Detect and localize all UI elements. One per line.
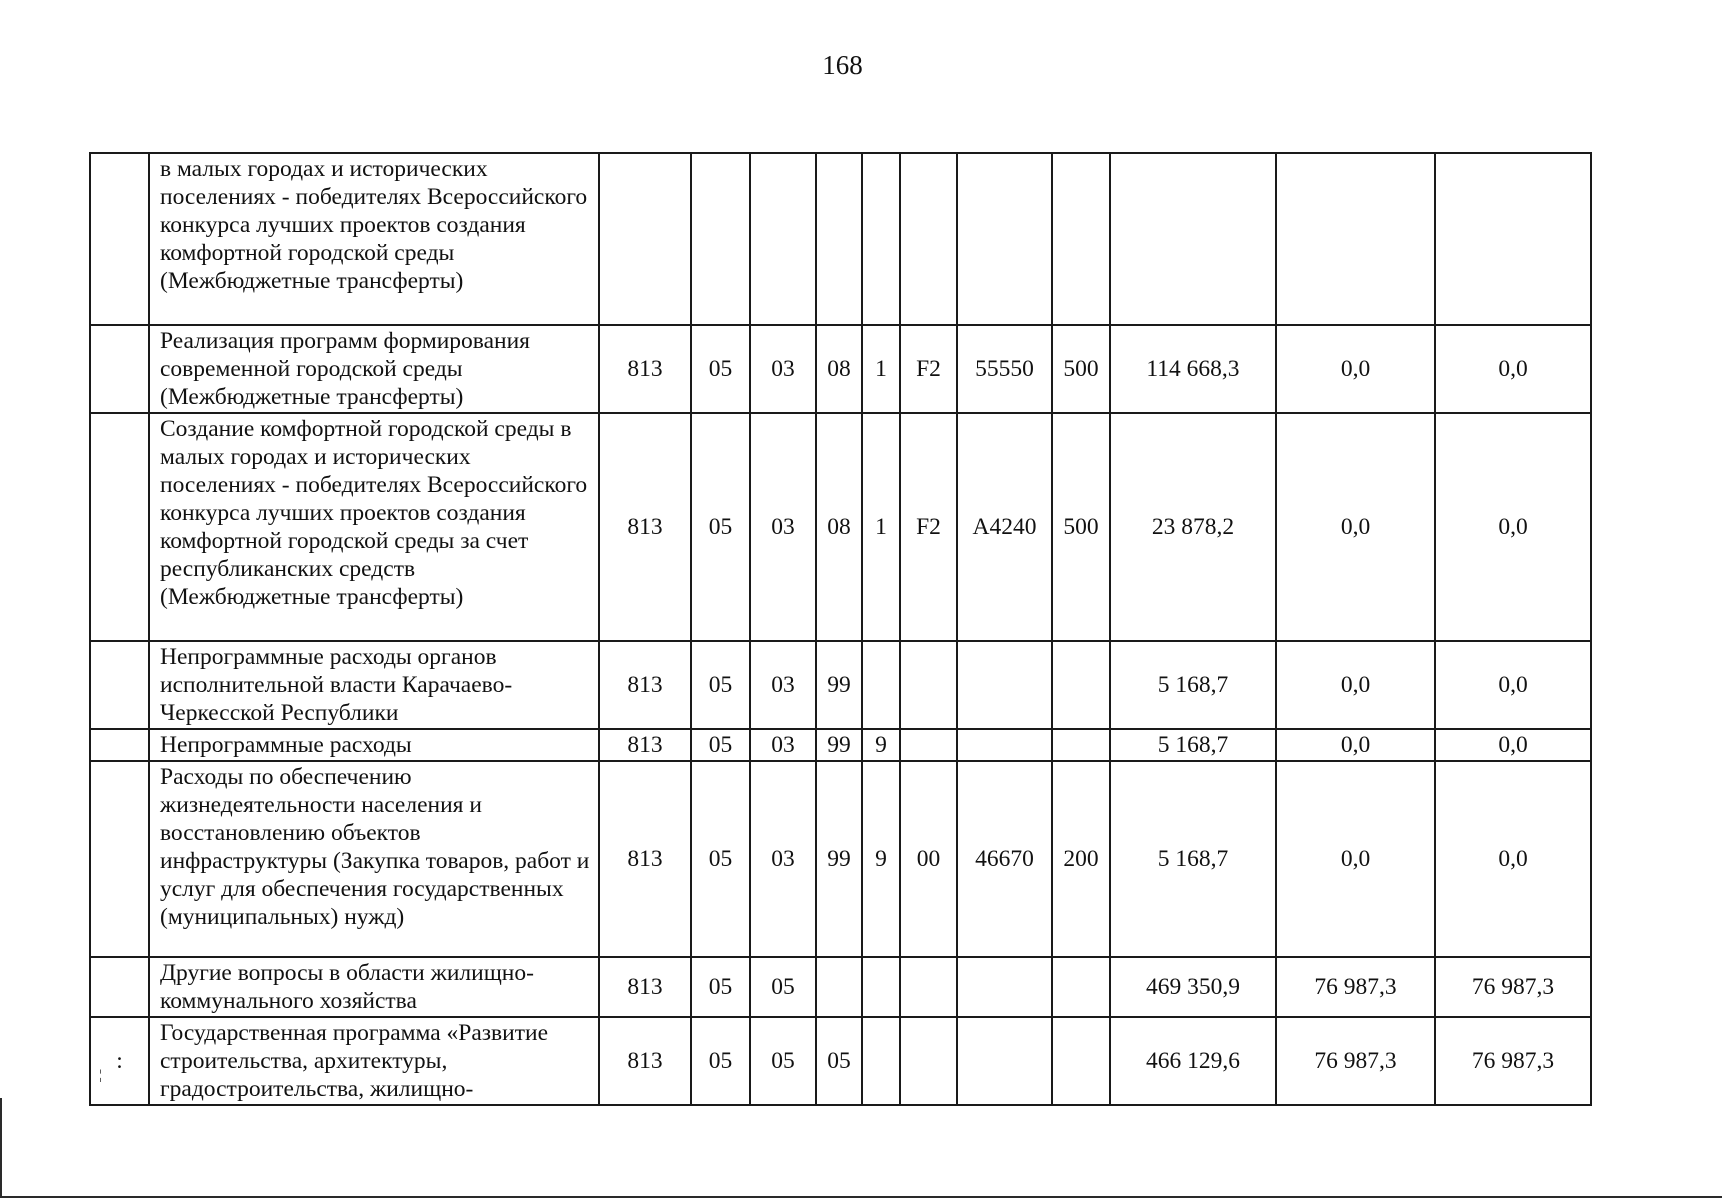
subprogram-code-cell: [862, 153, 900, 325]
subprogram-code-cell: [862, 957, 900, 1017]
subsection-code-cell: 05: [750, 957, 816, 1017]
amount-year-3-cell: [1435, 153, 1591, 325]
expense-type-code-cell: [1052, 153, 1110, 325]
section-code-cell: 05: [691, 325, 750, 413]
amount-year-3-cell: 0,0: [1435, 325, 1591, 413]
amount-year-3-cell: 0,0: [1435, 413, 1591, 641]
expense-type-code-cell: [1052, 957, 1110, 1017]
page-bottom-rule: [0, 1196, 1722, 1198]
budget-table: [89, 152, 1592, 1106]
amount-year-1-cell: 5 168,7: [1110, 729, 1276, 761]
subprogram-code-cell: [862, 641, 900, 729]
subsection-code-cell: 03: [750, 641, 816, 729]
direction-code-cell: [957, 729, 1052, 761]
subprogram-code-cell: 1: [862, 325, 900, 413]
subprogram-code-cell: 9: [862, 729, 900, 761]
event-code-cell: [900, 641, 957, 729]
direction-code-cell: А4240: [957, 413, 1052, 641]
event-code-cell: 00: [900, 761, 957, 957]
subprogram-code-cell: 9: [862, 761, 900, 957]
subsection-code-cell: 03: [750, 325, 816, 413]
row-marker-cell: :: [90, 1017, 149, 1105]
amount-year-3-cell: 76 987,3: [1435, 1017, 1591, 1105]
row-marker-cell: [90, 325, 149, 413]
row-marker-cell: [90, 153, 149, 325]
direction-code-cell: [957, 153, 1052, 325]
amount-year-2-cell: 0,0: [1276, 729, 1435, 761]
table-row: [90, 957, 1591, 1017]
amount-year-1-cell: [1110, 153, 1276, 325]
row-marker-cell: [90, 413, 149, 641]
expense-type-code-cell: [1052, 729, 1110, 761]
subsection-code-cell: 03: [750, 761, 816, 957]
direction-code-cell: [957, 1017, 1052, 1105]
expense-name-cell: в малых городах и исторических поселениях - победителях Всероссийского конкурса лучших проектов создания комфортной городской среды (Межбюджетные трансферты): [149, 153, 599, 325]
event-code-cell: F2: [900, 325, 957, 413]
page-number: 168: [822, 50, 863, 80]
section-code-cell: 05: [691, 957, 750, 1017]
direction-code-cell: 55550: [957, 325, 1052, 413]
amount-year-3-cell: 0,0: [1435, 641, 1591, 729]
expense-name-cell: Создание комфортной городской среды в малых городах и исторических поселениях - победителях Всероссийского конкурса лучших проектов создания комфортной городской среды за счет республиканских средств (Межбюджетные трансферты): [149, 413, 599, 641]
subprogram-code-cell: 1: [862, 413, 900, 641]
expense-type-code-cell: [1052, 641, 1110, 729]
subsection-code-cell: 03: [750, 413, 816, 641]
program-code-cell: 99: [816, 729, 862, 761]
ministry-code-cell: 813: [599, 761, 691, 957]
ministry-code-cell: 813: [599, 325, 691, 413]
table-row: [90, 1017, 1591, 1105]
expense-type-code-cell: 200: [1052, 761, 1110, 957]
program-code-cell: 99: [816, 641, 862, 729]
amount-year-2-cell: [1276, 153, 1435, 325]
amount-year-1-cell: 5 168,7: [1110, 641, 1276, 729]
side-mark: ¦: [99, 1068, 102, 1083]
expense-type-code-cell: [1052, 1017, 1110, 1105]
section-code-cell: 05: [691, 413, 750, 641]
expense-name-cell: Реализация программ формирования современной городской среды (Межбюджетные трансферты): [149, 325, 599, 413]
program-code-cell: 99: [816, 761, 862, 957]
event-code-cell: [900, 729, 957, 761]
ministry-code-cell: 813: [599, 641, 691, 729]
expense-name-cell: Непрограммные расходы: [149, 729, 599, 761]
event-code-cell: [900, 957, 957, 1017]
table-row: [90, 153, 1591, 325]
row-marker-cell: [90, 761, 149, 957]
amount-year-3-cell: 0,0: [1435, 761, 1591, 957]
event-code-cell: F2: [900, 413, 957, 641]
amount-year-1-cell: 469 350,9: [1110, 957, 1276, 1017]
direction-code-cell: [957, 641, 1052, 729]
section-code-cell: 05: [691, 641, 750, 729]
ministry-code-cell: 813: [599, 1017, 691, 1105]
amount-year-1-cell: 114 668,3: [1110, 325, 1276, 413]
table-row: [90, 641, 1591, 729]
table-row: [90, 729, 1591, 761]
amount-year-1-cell: 5 168,7: [1110, 761, 1276, 957]
ministry-code-cell: 813: [599, 957, 691, 1017]
expense-name-cell: Государственная программа «Развитие строительства, архитектуры, градостроительства, жилищно-: [149, 1017, 599, 1105]
program-code-cell: 05: [816, 1017, 862, 1105]
program-code-cell: 08: [816, 325, 862, 413]
section-code-cell: 05: [691, 1017, 750, 1105]
amount-year-1-cell: 23 878,2: [1110, 413, 1276, 641]
ministry-code-cell: 813: [599, 729, 691, 761]
amount-year-1-cell: 466 129,6: [1110, 1017, 1276, 1105]
subprogram-code-cell: [862, 1017, 900, 1105]
subsection-code-cell: 03: [750, 729, 816, 761]
expense-type-code-cell: 500: [1052, 325, 1110, 413]
expense-name-cell: Другие вопросы в области жилищно-коммунального хозяйства: [149, 957, 599, 1017]
section-code-cell: [691, 153, 750, 325]
subsection-code-cell: [750, 153, 816, 325]
page-edge-mark: [0, 1098, 2, 1196]
amount-year-2-cell: 0,0: [1276, 325, 1435, 413]
direction-code-cell: [957, 957, 1052, 1017]
row-marker-cell: [90, 957, 149, 1017]
event-code-cell: [900, 1017, 957, 1105]
table-row: [90, 325, 1591, 413]
row-marker-cell: [90, 641, 149, 729]
amount-year-2-cell: 0,0: [1276, 761, 1435, 957]
section-code-cell: 05: [691, 761, 750, 957]
expense-name-cell: Расходы по обеспечению жизнедеятельности населения и восстановлению объектов инфраструктуры (Закупка товаров, работ и услуг для обеспечения государственных (муниципальных) нужд): [149, 761, 599, 957]
amount-year-2-cell: 0,0: [1276, 413, 1435, 641]
table-row: [90, 413, 1591, 641]
section-code-cell: 05: [691, 729, 750, 761]
amount-year-3-cell: 76 987,3: [1435, 957, 1591, 1017]
ministry-code-cell: 813: [599, 413, 691, 641]
table-body: [90, 153, 1591, 1105]
program-code-cell: [816, 957, 862, 1017]
amount-year-2-cell: 76 987,3: [1276, 1017, 1435, 1105]
subsection-code-cell: 05: [750, 1017, 816, 1105]
ministry-code-cell: [599, 153, 691, 325]
program-code-cell: [816, 153, 862, 325]
direction-code-cell: 46670: [957, 761, 1052, 957]
amount-year-2-cell: 0,0: [1276, 641, 1435, 729]
expense-name-cell: Непрограммные расходы органов исполнительной власти Карачаево-Черкесской Республики: [149, 641, 599, 729]
program-code-cell: 08: [816, 413, 862, 641]
row-marker-cell: [90, 729, 149, 761]
table-row: [90, 761, 1591, 957]
amount-year-3-cell: 0,0: [1435, 729, 1591, 761]
event-code-cell: [900, 153, 957, 325]
amount-year-2-cell: 76 987,3: [1276, 957, 1435, 1017]
expense-type-code-cell: 500: [1052, 413, 1110, 641]
